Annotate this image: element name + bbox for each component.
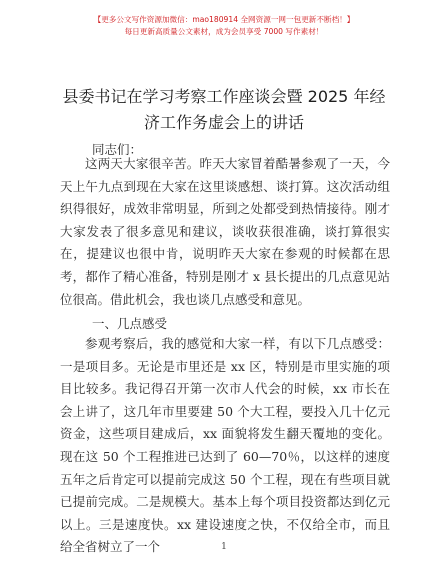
banner-line-2: 每日更新高质量公文素材，成为会员享受 7000 写作素材！ (124, 27, 324, 36)
greeting: 同志们： (92, 142, 143, 157)
promo-banner (0, 14, 448, 38)
section-heading: 一、几点感受 (92, 316, 168, 331)
paragraph-feelings (60, 333, 390, 559)
page-number: 1 (221, 542, 227, 552)
paragraph-text: 这两天大家很辛苦。昨天大家冒着酷暑参观了一天，今天上午九点到现在大家在这里谈感想、谈打算。这次活动组织得很好，成效非常明显，所到之处都受到热情接待。刚才大家发表了很多意见和建议，谈收获很准确，谈打算很实在，提建议也很中肯，说明昨天大家在参观的时候都在思考，都作了精心准备，特别是刚才 x 县长提出的几点意见站位很高。借此机会，我也谈几点感受和意见。 (60, 156, 390, 307)
paragraph-text: 参观考察后，我的感觉和大家一样，有以下几点感受：一是项目多。无论是市里还是 xx 区，特别是市里实施的项目比较多。我记得召开第一次市人代会的时候，xx 市长在会上讲了，这几年市里要建 50 个大工程，要投入几十亿元资金，这些项目建成后，xx 面貌将发生翻天覆地的变化。现在这 50 个工程推进已达到了 60—70％，以这样的速度五年之后肯定可以提前完成这 50 个工程，现在有些项目就已提前完成。二是规模大。基本上每个项目投资都达到亿元以上。三是速度快。xx 建设速度之快，不仅给全市，而且给全省树立了一个 (60, 336, 390, 555)
banner-line-1: 【更多公文写作资源加微信：mao180914 全网资源一网一包更新不断档！】 (93, 15, 355, 24)
paragraph-intro (60, 153, 390, 311)
document-title: 县委书记在学习考察工作座谈会暨 2025 年经济工作务虚会上的讲话 (62, 87, 386, 132)
